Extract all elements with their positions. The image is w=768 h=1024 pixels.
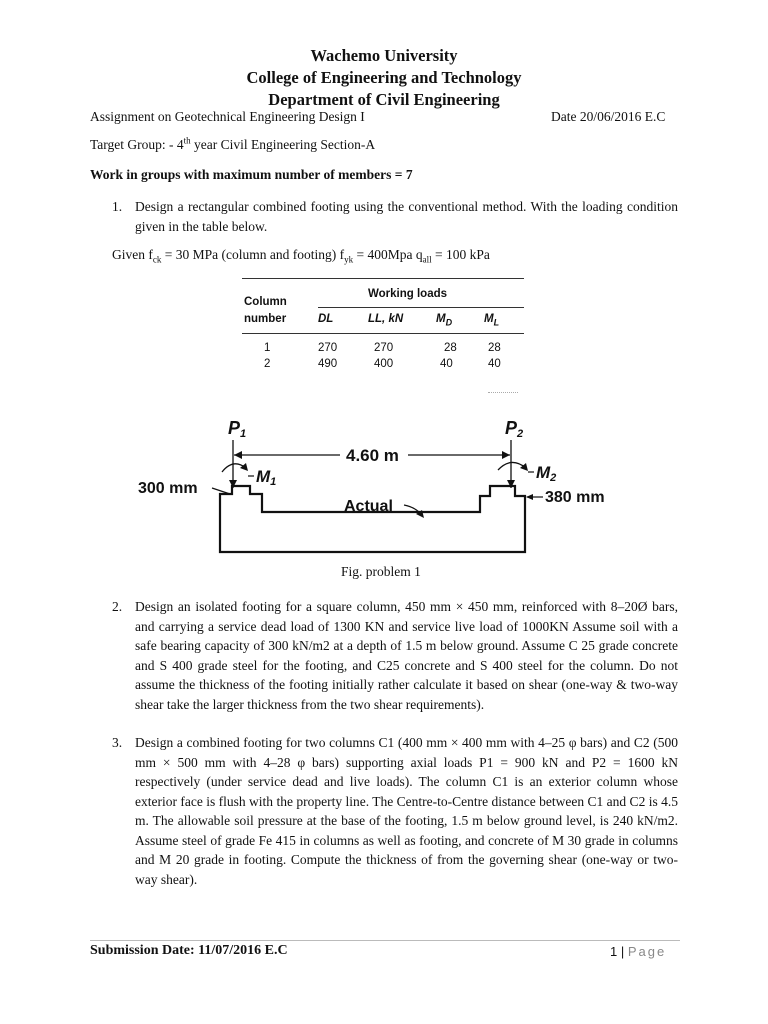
- m2-label: [536, 463, 556, 484]
- ml-letter: M: [484, 313, 494, 325]
- table-top-rule: [242, 278, 524, 279]
- table-cell: 400: [374, 358, 394, 370]
- page-indicator: [610, 944, 666, 959]
- given-sub-1: ck: [152, 254, 162, 265]
- table-cell: 490: [318, 358, 338, 370]
- footing-outline: [220, 486, 525, 552]
- given-part-1: Given f: [112, 247, 153, 262]
- college-name: College of Engineering and Technology: [246, 68, 522, 87]
- target-prefix: Target Group: - 4: [90, 137, 184, 152]
- given-sub-3: all: [422, 254, 432, 265]
- department-name: Department of Civil Engineering: [268, 90, 500, 109]
- p1-letter: P: [228, 418, 241, 438]
- submission-date: Submission Date: 11/07/2016 E.C: [90, 943, 288, 958]
- table-header-dl: DL: [318, 313, 334, 325]
- table-cell: 1: [264, 342, 271, 354]
- p1-sub: 1: [240, 428, 247, 440]
- p2-sub: 2: [517, 428, 524, 440]
- page-number: 1: [610, 944, 618, 959]
- table-header-rule: [242, 333, 524, 334]
- table-cell: 40: [440, 358, 453, 370]
- table-cell: 270: [374, 342, 394, 354]
- problem-2-number: 2.: [112, 599, 123, 614]
- table-group-header: Working loads: [368, 288, 448, 300]
- footer-rule: [90, 940, 680, 941]
- table-bottom-mark: [488, 392, 518, 393]
- target-group: [90, 136, 375, 154]
- span-arrow-right: [502, 451, 510, 459]
- m2-letter: M: [536, 463, 551, 482]
- loads-table: [242, 278, 524, 398]
- university-name: Wachemo University: [310, 46, 458, 65]
- given-part-3: = 400Mpa q: [353, 247, 423, 262]
- page-word: Page: [627, 944, 667, 959]
- m1-letter: M: [256, 467, 271, 486]
- given-part-4: = 100 kPa: [431, 247, 490, 262]
- assignment-title: Assignment on Geotechnical Engineering Design I: [90, 109, 365, 124]
- ml-sub: L: [493, 317, 500, 328]
- md-letter: M: [436, 313, 446, 325]
- target-suffix: year Civil Engineering Section-A: [190, 137, 376, 152]
- span-label: 4.60 m: [346, 446, 399, 465]
- left-dim-label: 300 mm: [138, 480, 198, 497]
- given-part-2: = 30 MPa (column and footing) f: [161, 247, 345, 262]
- table-cell: 270: [318, 342, 338, 354]
- page-separator: |: [617, 944, 628, 959]
- table-cell: 28: [444, 342, 457, 354]
- span-arrow-left: [234, 451, 242, 459]
- table-group-rule: [318, 307, 524, 308]
- table-col-header-2: number: [244, 313, 287, 325]
- table-cell: 2: [264, 358, 271, 370]
- m1-sub: 1: [270, 476, 277, 488]
- table-header-ml: [484, 313, 500, 328]
- figure-caption: Fig. problem 1: [341, 564, 421, 579]
- table-cell: 40: [488, 358, 501, 370]
- m1-arrowhead: [240, 463, 248, 471]
- m2-sub: 2: [550, 472, 557, 484]
- table-col-header-1: Column: [244, 296, 287, 308]
- assignment-date: Date 20/06/2016 E.C: [551, 109, 666, 124]
- target-sup: th: [183, 135, 191, 146]
- table-cell: 28: [488, 342, 501, 354]
- problem-1-given: [112, 246, 490, 264]
- problem-1-text: Design a rectangular combined footing using the conventional method. With the loading condition given in the table below.: [135, 199, 678, 234]
- group-instruction: Work in groups with maximum number of members = 7: [90, 167, 413, 182]
- problem-3-number: 3.: [112, 735, 123, 750]
- table-header-ll: LL, kN: [368, 313, 404, 325]
- m2-arc: [498, 462, 526, 470]
- right-dim-label: 380 mm: [545, 489, 605, 506]
- problem-3-text: Design a combined footing for two columns C1 (400 mm × 400 mm with 4–25 φ bars) and C2 (500 mm × 500 mm with 4–28 φ bars) supporting axial loads P1 = 900 kN and P2 = 1600 kN respectively (under service dead and live loads). The column C1 is an exterior column whose exterior face is flush with the property line. The Centre-to-Centre distance between C1 and C2 is 4.5 m. The allowable soil pressure at the base of the footing, 1.5 m below ground level, is 240 kN/m2. Assume steel of grade Fe 415 in columns as well as footing, and concrete of M 30 grade in columns and M 20 grade in footing. Compute the thickness of from the governing shear (one-way or two-way shear).: [135, 735, 678, 887]
- footing-figure: [130, 410, 650, 560]
- md-sub: D: [445, 317, 453, 328]
- given-sub-2: yk: [344, 254, 354, 265]
- p2-label: [505, 418, 523, 440]
- problem-2-text: Design an isolated footing for a square column, 450 mm × 450 mm, reinforced with 8–20Ø bars, and carrying a service dead load of 1300 KN and service live load of 1000KN Assume soil with a safe bearing capacity of 300 kN/m2 at a depth of 1.5 m below ground. Assume C 25 grade concrete and S 400 grade steel for the footing, and C25 concrete and S 400 steel for the column. Do not assume the thickness of the footing initially rather calculate it based on shear (one-way & two-way shear take the larger thickness from the two shear requirements).: [135, 599, 678, 712]
- p2-letter: P: [505, 418, 518, 438]
- actual-label: Actual: [344, 498, 393, 515]
- right-dim-arrow: [526, 494, 533, 500]
- table-header-md: [436, 313, 453, 328]
- m1-label: [256, 467, 276, 488]
- p1-label: [228, 418, 246, 440]
- problem-1-number: 1.: [112, 199, 123, 214]
